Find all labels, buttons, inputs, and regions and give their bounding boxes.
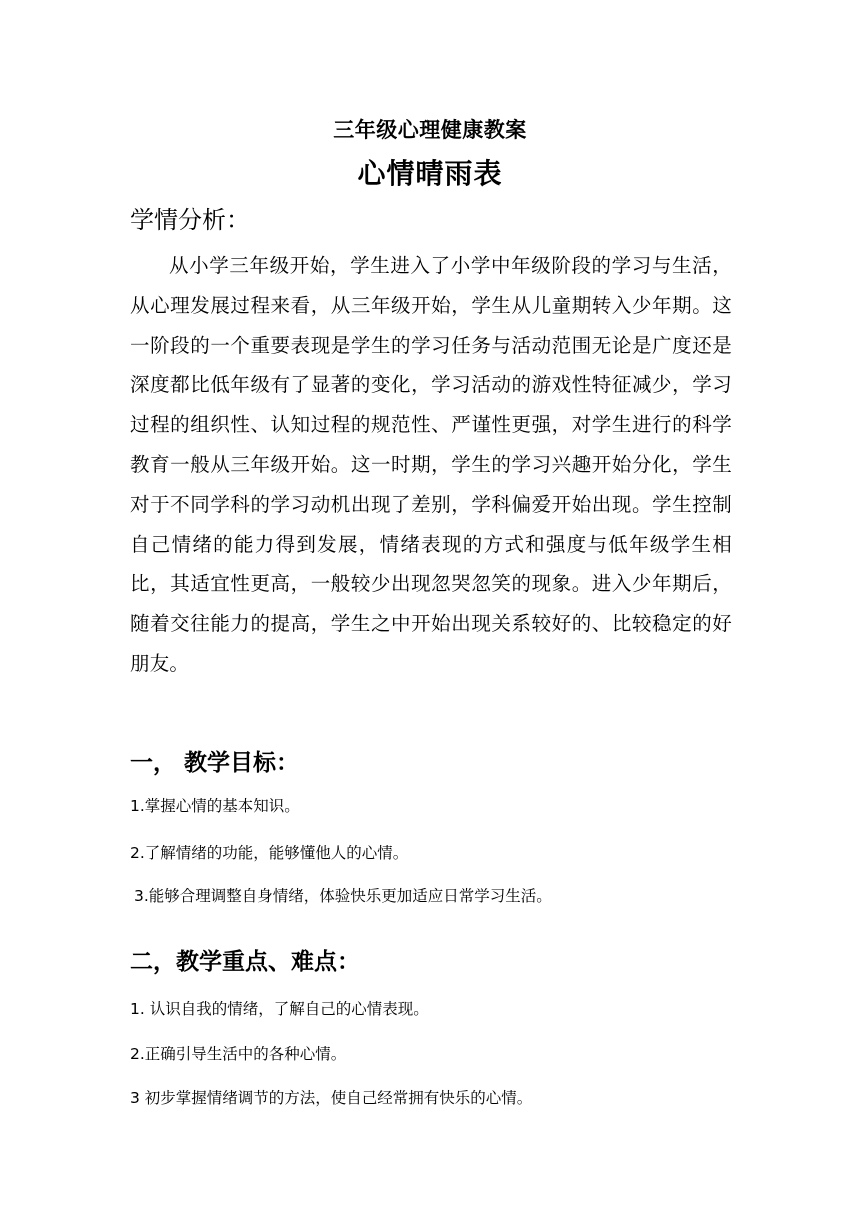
- teaching-goal-item: 1.掌握心情的基本知识。: [130, 797, 300, 815]
- document-title: 心情晴雨表: [357, 157, 503, 190]
- key-point-item: 1. 认识自我的情绪，了解自己的心情表现。: [130, 1000, 429, 1018]
- document-subtitle: 三年级心理健康教案: [333, 118, 527, 142]
- key-point-item: 2.正确引导生活中的各种心情。: [130, 1045, 347, 1063]
- analysis-heading: 学情分析：: [130, 206, 250, 234]
- teaching-goals-heading: 一， 教学目标：: [130, 750, 300, 776]
- key-point-item: 3 初步掌握情绪调节的方法，使自己经常拥有快乐的心情。: [130, 1089, 533, 1107]
- key-points-heading: 二，教学重点、难点：: [130, 949, 360, 975]
- teaching-goal-item: 3.能够合理调整自身情绪，体验快乐更加适应日常学习生活。: [134, 887, 552, 905]
- teaching-goal-item: 2.了解情绪的功能，能够懂他人的心情。: [130, 844, 409, 862]
- analysis-paragraph: 从小学三年级开始，学生进入了小学中年级阶段的学习与生活，从心理发展过程来看，从三年级开始，学生从儿童期转入少年期。这一阶段的一个重要表现是学生的学习任务与活动范围无论是广度还是深度都比低年级有了显著的变化，学习活动的游戏性特征减少，学习过程的组织性、认知过程的规范性、严谨性更强，对学生进行的科学教育一般从三年级开始。这一时期，学生的学习兴趣开始分化，学生对于不同学科的学习动机出现了差别，学科偏爱开始出现。学生控制自己情绪的能力得到发展，情绪表现的方式和强度与低年级学生相比，其适宜性更高，一般较少出现忽哭忽笑的现象。进入少年期后，随着交往能力的提高，学生之中开始出现关系较好的、比较稳定的好朋友。: [130, 254, 732, 675]
